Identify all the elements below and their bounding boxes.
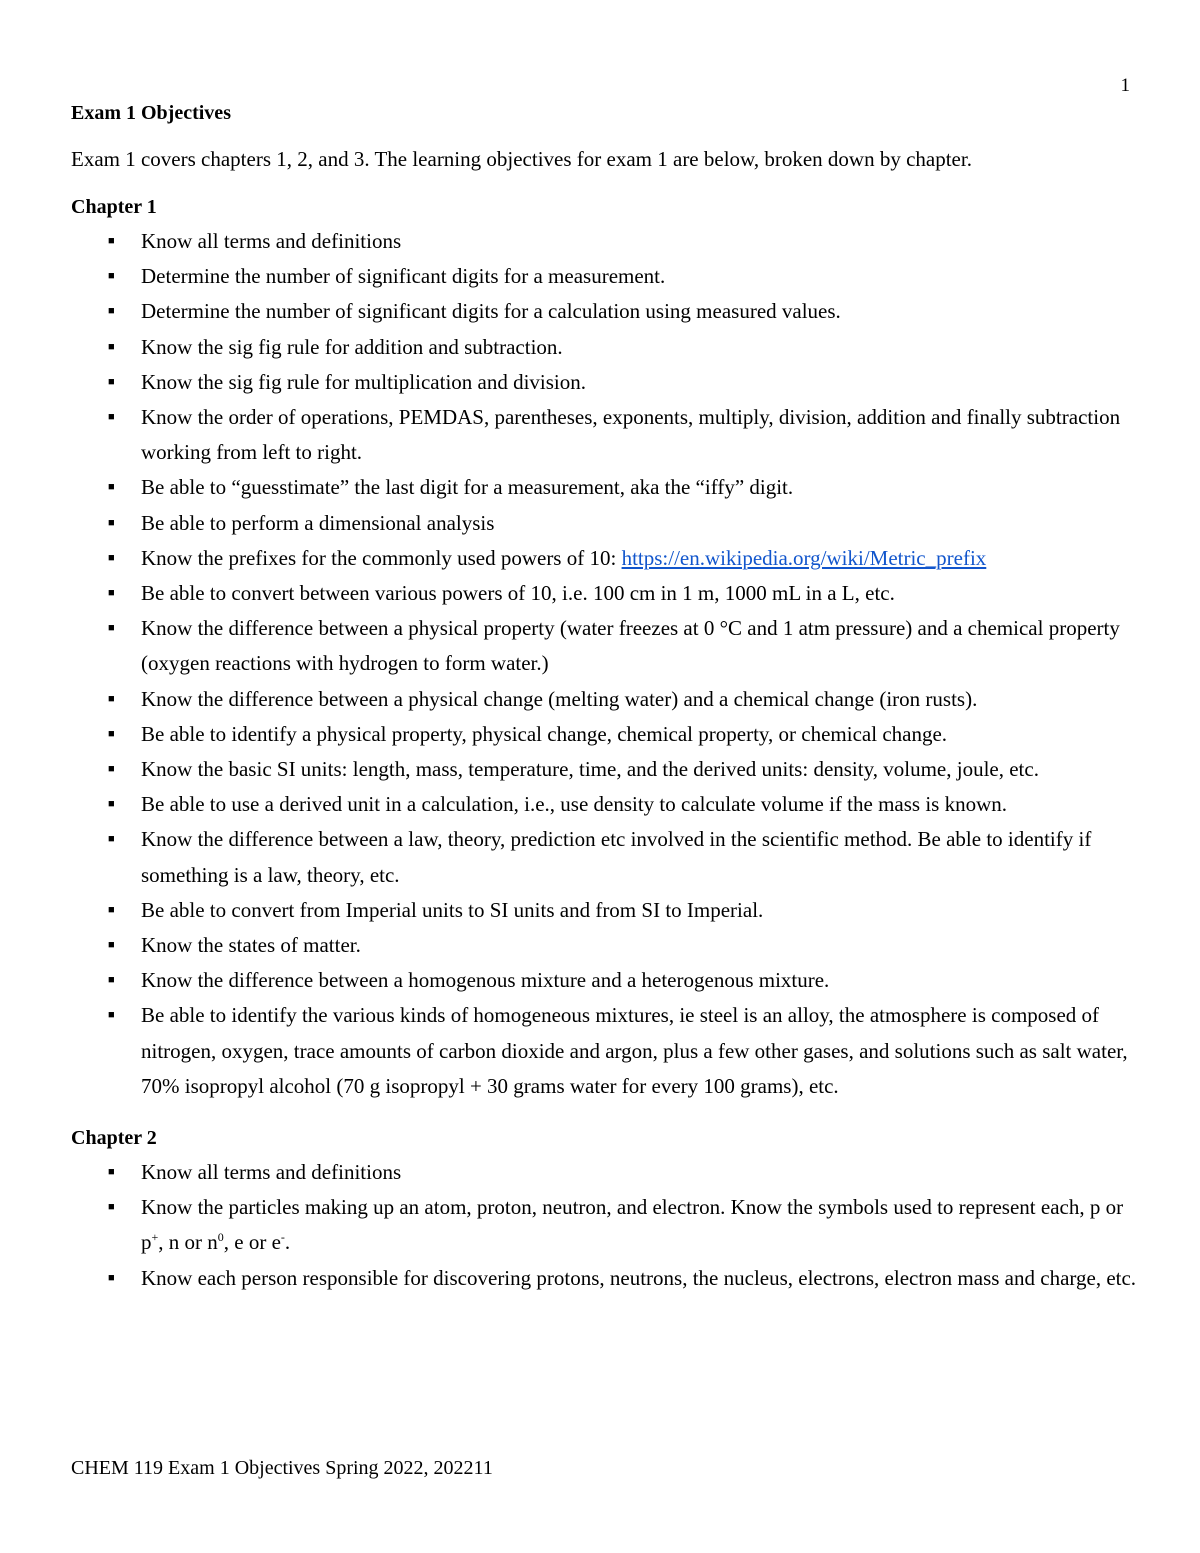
list-item-text: Know all terms and definitions — [141, 1160, 402, 1185]
list-item-text: Be able to “guesstimate” the last digit for a measurement, aka the “iffy” digit. — [141, 475, 794, 500]
list-item — [71, 717, 1141, 752]
list-item — [71, 998, 1141, 1104]
list-item-text: Know the order of operations, PEMDAS, parentheses, exponents, multiply, division, addition and finally subtraction working from left to right. — [141, 405, 1121, 465]
list-item-text: Know the difference between a physical change (melting water) and a chemical change (iron rusts). — [141, 686, 978, 711]
page-footer: CHEM 119 Exam 1 Objectives Spring 2022, 202211 — [71, 1457, 493, 1479]
list-item — [71, 294, 1141, 329]
bullet-icon: ■ — [108, 375, 115, 388]
list-item — [71, 787, 1141, 822]
list-item-text: Be able to identify the various kinds of homogeneous mixtures, ie steel is an alloy, the atmosphere is composed of nitrogen, oxygen, trace amounts of carbon dioxide and argon, plus a few other gases, and solutions such as salt water, 70% isopropyl alcohol (70 g isopropyl + 30 grams water for every 100 grams), etc. — [141, 1003, 1128, 1098]
chapter-1-objectives — [71, 224, 1141, 1104]
list-item-text: Be able to use a derived unit in a calculation, i.e., use density to calculate volume if the mass is known. — [141, 792, 1008, 817]
list-item-text: Know the basic SI units: length, mass, temperature, time, and the derived units: density, volume, joule, etc. — [141, 757, 1039, 782]
bullet-icon: ■ — [108, 727, 115, 740]
list-item — [71, 928, 1141, 963]
bullet-icon: ■ — [108, 235, 115, 247]
bullet-icon: ■ — [108, 1271, 115, 1284]
intro-paragraph: Exam 1 covers chapters 1, 2, and 3. The learning objectives for exam 1 are below, broken down by chapter. — [71, 147, 972, 171]
list-item — [71, 365, 1141, 400]
bullet-icon: ■ — [108, 551, 115, 564]
list-item-text: Be able to convert from Imperial units to SI units and from SI to Imperial. — [141, 897, 764, 922]
bullet-icon: ■ — [108, 516, 115, 529]
list-item — [71, 1155, 1141, 1190]
bullet-icon: ■ — [108, 833, 115, 846]
metric-prefix-link[interactable]: https://en.wikipedia.org/wiki/Metric_prefix — [621, 545, 987, 570]
bullet-icon: ■ — [108, 763, 115, 776]
list-item — [71, 330, 1141, 365]
list-item — [71, 400, 1141, 470]
bullet-icon: ■ — [108, 411, 115, 424]
list-item — [71, 611, 1141, 681]
bullet-icon: ■ — [108, 340, 115, 353]
list-item — [71, 963, 1141, 998]
bullet-icon: ■ — [108, 798, 115, 811]
list-item-text: Know all terms and definitions — [141, 229, 402, 253]
bullet-icon: ■ — [108, 974, 115, 987]
list-item-text: Be able to identify a physical property, physical change, chemical property, or chemical change. — [141, 721, 948, 746]
document-body — [71, 99, 1141, 1296]
bullet-icon: ■ — [108, 622, 115, 635]
proton-charge-sup: + — [151, 1230, 159, 1245]
list-item-text: Determine the number of significant digits for a calculation using measured values. — [141, 299, 841, 324]
bullet-icon: ■ — [108, 481, 115, 494]
bullet-icon: ■ — [108, 587, 115, 600]
bullet-icon: ■ — [108, 939, 115, 952]
list-item-text: Know the sig fig rule for addition and subtraction. — [141, 334, 563, 359]
list-item-text: Determine the number of significant digits for a measurement. — [141, 264, 666, 289]
list-item-text: Know the difference between a law, theory, prediction etc involved in the scientific method. Be able to identify if something is a law, theory, etc. — [141, 827, 1092, 887]
list-item — [71, 541, 1141, 576]
list-item-text: Know the states of matter. — [141, 933, 361, 958]
bullet-icon: ■ — [108, 1166, 115, 1179]
list-item — [71, 506, 1141, 541]
list-item — [71, 576, 1141, 611]
list-item-text: Know the difference between a physical property (water freezes at 0 °C and 1 atm pressure) and a chemical property (oxygen reactions with hydrogen to form water.) — [141, 616, 1120, 676]
bullet-icon: ■ — [108, 903, 115, 916]
list-item-text: , n or n — [158, 1230, 218, 1255]
document-title: Exam 1 Objectives — [71, 102, 231, 124]
chapter-2-objectives — [71, 1155, 1141, 1296]
list-item-text: Know the prefixes for the commonly used powers of 10: — [141, 545, 622, 570]
list-item-text: Know the particles making up an atom, proton, neutron, and electron. Know the symbols used to represent each, p or p — [141, 1195, 1124, 1255]
neutron-charge-sup: 0 — [217, 1230, 224, 1245]
bullet-icon: ■ — [108, 1009, 115, 1022]
list-item — [71, 259, 1141, 294]
bullet-icon: ■ — [108, 692, 115, 705]
chapter-1-heading: Chapter 1 — [71, 196, 157, 218]
list-item-text: , e or e — [223, 1230, 281, 1255]
list-item-text: Know the difference between a homogenous mixture and a heterogenous mixture. — [141, 968, 830, 993]
list-item — [71, 470, 1141, 505]
page-number: 1 — [1120, 75, 1130, 96]
list-item — [71, 893, 1141, 928]
list-item — [71, 682, 1141, 717]
list-item — [71, 1190, 1141, 1260]
chapter-2-heading: Chapter 2 — [71, 1127, 157, 1150]
list-item-text: Know the sig fig rule for multiplication and division. — [141, 369, 587, 394]
list-item — [71, 224, 1141, 259]
list-item — [71, 1261, 1141, 1296]
bullet-icon: ■ — [108, 1201, 115, 1214]
list-item — [71, 822, 1141, 892]
list-item-text: Be able to perform a dimensional analysis — [141, 510, 495, 535]
bullet-icon: ■ — [108, 270, 115, 283]
list-item-text: . — [284, 1230, 291, 1255]
list-item-text: Be able to convert between various powers of 10, i.e. 100 cm in 1 m, 1000 mL in a L, etc. — [141, 581, 895, 606]
bullet-icon: ■ — [108, 305, 115, 318]
list-item — [71, 752, 1141, 787]
electron-charge-sup: - — [280, 1230, 285, 1245]
list-item-text: Know each person responsible for discovering protons, neutrons, the nucleus, electrons, electron mass and charge, etc. — [141, 1265, 1137, 1290]
